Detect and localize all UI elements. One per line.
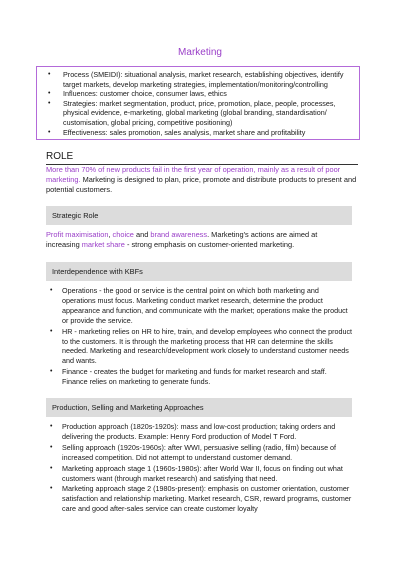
list-item — [46, 464, 354, 484]
bullet-icon: • — [50, 464, 53, 472]
kbf-section — [46, 286, 354, 388]
strategic-text-end: - strong emphasis on customer-oriented marketing. — [124, 240, 295, 249]
kbf-operations: Operations - the good or service is the central point on which both marketing and operations must focus. Marketing conduct market research, determine the product appearance and function, and communicate with the market; operations make the product or provide the service. — [62, 286, 348, 325]
approach-selling: Selling approach (1920s-1960s): after WWI, persuasive selling (radio, film) because of increased competition. Did not attempt to understand customer demand. — [62, 442, 337, 462]
role-heading: ROLE — [46, 151, 358, 165]
bullet-icon: • — [50, 485, 53, 493]
approaches-header: Production, Selling and Marketing Approaches — [46, 398, 352, 417]
list-item — [41, 99, 355, 128]
role-paragraph — [46, 165, 358, 195]
approach-production: Production approach (1820s-1920s): mass and low-cost production; taking orders and delivering the products. Example: Henry Ford production of Model T Ford. — [62, 422, 336, 441]
approaches-list — [46, 422, 354, 514]
role-text: Marketing is designed to plan, price, promote and distribute products to present and potential customers. — [46, 175, 357, 194]
role-highlight: More than 70% of new products fail in the first year of operation, mainly as a result of poor marketing. — [46, 165, 341, 184]
separator-text: and — [133, 230, 151, 239]
list-item — [46, 484, 354, 514]
list-item — [46, 367, 354, 387]
list-item — [41, 89, 355, 99]
approach-marketing-stage-2: Marketing approach stage 2 (1980s-present): emphasis on customer orientation, customer satisfaction and relationship marketing. Market research, CSR, reward programs, customer care and good after-sales service can create customer loyalty — [62, 484, 352, 514]
approaches-section — [46, 422, 354, 515]
approach-marketing-stage-1: Marketing approach stage 1 (1960s-1980s): after World War II, focus on finding out what customers want (through market research) and satisfying that need. — [62, 463, 343, 483]
list-item — [46, 443, 354, 463]
kbf-header: Interdependence with KBFs — [46, 262, 352, 281]
summary-process: Process (SMEIDI): situational analysis, market research, establishing objectives, identify target markets, develop marketing strategies, implementation/monitoring/controlling — [63, 70, 344, 89]
bullet-icon: • — [50, 327, 53, 335]
summary-list — [41, 70, 355, 137]
separator-text: , — [108, 230, 113, 239]
list-item — [46, 422, 354, 442]
term-choice: choice — [112, 230, 134, 239]
summary-influences: Influences: customer choice, consumer laws, ethics — [63, 89, 227, 99]
bullet-icon: • — [48, 90, 51, 98]
bullet-icon: • — [48, 128, 51, 136]
summary-effectiveness: Effectiveness: sales promotion, sales analysis, market share and profitability — [63, 127, 306, 137]
bullet-icon: • — [50, 287, 53, 294]
page-title: Marketing — [178, 47, 222, 58]
kbf-list — [46, 286, 354, 387]
list-item — [46, 327, 354, 367]
summary-box — [36, 66, 360, 140]
term-brand-awareness: brand awareness — [150, 230, 208, 239]
bullet-icon: • — [50, 443, 53, 451]
list-item — [41, 128, 355, 138]
summary-strategies: Strategies: market segmentation, product, price, promotion, place, people, processes, physical evidence, e-marketing, global marketing (global branding, standardisation/ customisation, global pricing, competitive positioning) — [63, 98, 336, 127]
strategic-text: . Marketing's actions are aimed at increasing — [46, 230, 318, 249]
term-profit-maximisation: Profit maximisation — [46, 230, 109, 239]
list-item — [46, 286, 354, 326]
kbf-hr: HR - marketing relies on HR to hire, train, and develop employees who connect the product to the customers. It is through the marketing process that HR can determine the skills needed. Marketing and research/development work closely to understand customer needs and wants. — [62, 326, 353, 366]
term-market-share: market share — [81, 240, 125, 249]
strategic-role-header: Strategic Role — [46, 206, 352, 225]
bullet-icon: • — [48, 99, 51, 107]
strategic-role-paragraph — [46, 230, 352, 250]
kbf-finance: Finance - creates the budget for marketing and funds for market research and staff. Finance relies on marketing to generate funds. — [62, 367, 327, 387]
bullet-icon: • — [50, 368, 53, 376]
bullet-icon: • — [50, 423, 53, 430]
bullet-icon: • — [48, 71, 51, 78]
list-item — [41, 70, 355, 89]
